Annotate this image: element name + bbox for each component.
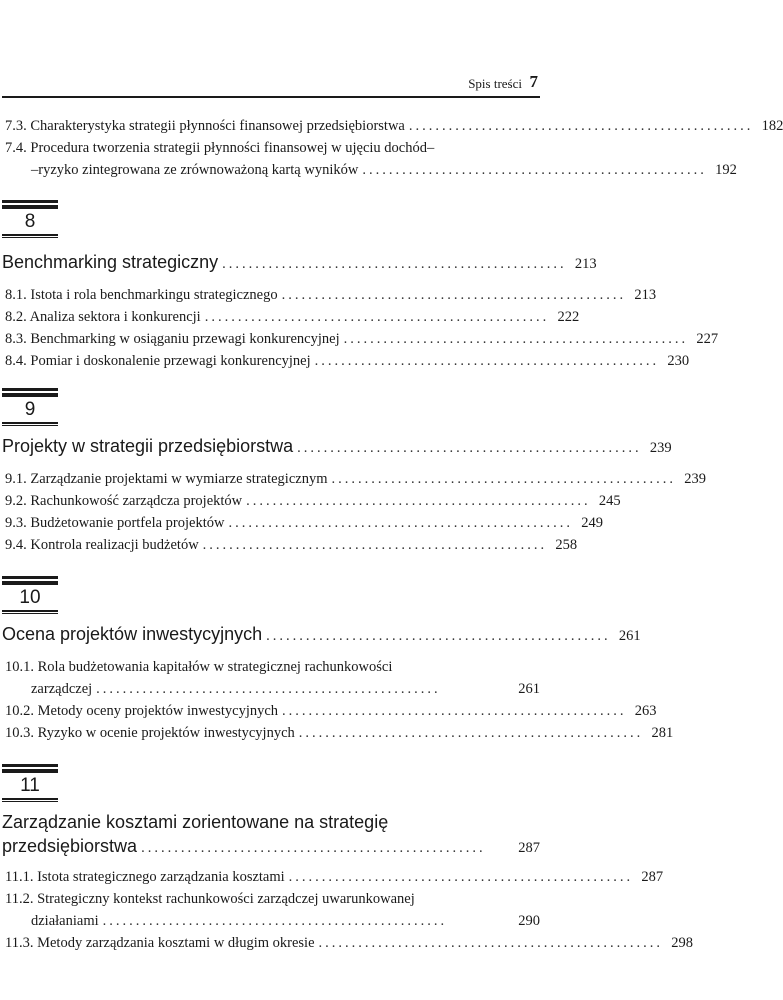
chapter-badge-9 xyxy=(2,388,58,426)
chapter-number: 11 xyxy=(20,775,40,796)
toc-entry-11-1: 11.1. Istota strategicznego zarządzania kosztami .................................................... 287 xyxy=(5,869,664,885)
toc-entry-8-4: 8.4. Pomiar i doskonalenie przewagi konkurencyjnej .................................................... 230 xyxy=(5,353,690,369)
toc-entry-9-2: 9.2. Rachunkowość zarządcza projektów .................................................... 245 xyxy=(5,493,621,509)
header-title: Spis treści xyxy=(468,76,522,91)
chapter-number: 9 xyxy=(24,399,36,420)
toc-entry-10-1: 10.1. Rola budżetowania kapitałów w strategicznej rachunkowości zarządczej .................................................... 261 xyxy=(5,659,540,697)
header-rule xyxy=(2,96,540,98)
toc-entry-8-1: 8.1. Istota i rola benchmarkingu strategicznego .................................................... 213 xyxy=(5,287,657,303)
toc-entry-11-3: 11.3. Metody zarządzania kosztami w długim okresie .................................................... 298 xyxy=(5,935,694,951)
chapter-badge-10 xyxy=(2,576,58,614)
toc-entry-10-3: 10.3. Ryzyko w ocenie projektów inwestycyjnych .................................................... 281 xyxy=(5,725,674,741)
chapter-heading-10: Ocena projektów inwestycyjnych .................................................... 261 xyxy=(2,624,641,644)
toc-entry-7-3: 7.3. Charakterystyka strategii płynności finansowej przedsiębiorstwa .................................................... 182 xyxy=(5,118,783,134)
chapter-badge-11 xyxy=(2,764,58,802)
toc-entry-7-4: 7.4. Procedura tworzenia strategii płynności finansowej w ujęciu dochód– –ryzyko zintegrowana ze zrównoważoną kartą wyników .................................................... 192 xyxy=(5,140,737,178)
header-page-number: 7 xyxy=(529,72,538,91)
toc-entry-10-2: 10.2. Metody oceny projektów inwestycyjnych .................................................... 263 xyxy=(5,703,657,719)
chapter-heading-11: Zarządzanie kosztami zorientowane na strategię przedsiębiorstwa .................................................... 287 xyxy=(2,812,540,856)
toc-entry-9-3: 9.3. Budżetowanie portfela projektów .................................................... 249 xyxy=(5,515,603,531)
toc-entry-9-1: 9.1. Zarządzanie projektami w wymiarze strategicznym .................................................... 239 xyxy=(5,471,706,487)
running-header xyxy=(0,70,620,96)
chapter-badge-8 xyxy=(2,200,58,238)
toc-entry-8-2: 8.2. Analiza sektora i konkurencji .................................................... 222 xyxy=(5,309,580,325)
chapter-heading-8: Benchmarking strategiczny .................................................... 213 xyxy=(2,252,597,272)
chapter-heading-9: Projekty w strategii przedsiębiorstwa .................................................... 239 xyxy=(2,436,672,456)
toc-entry-9-4: 9.4. Kontrola realizacji budżetów .................................................... 258 xyxy=(5,537,578,553)
chapter-number: 10 xyxy=(19,587,41,608)
toc-entry-8-3: 8.3. Benchmarking w osiąganiu przewagi konkurencyjnej .................................................... 227 xyxy=(5,331,719,347)
chapter-number: 8 xyxy=(24,211,36,232)
toc-entry-11-2: 11.2. Strategiczny kontekst rachunkowości zarządczej uwarunkowanej działaniami .................................................... 290 xyxy=(5,891,540,929)
